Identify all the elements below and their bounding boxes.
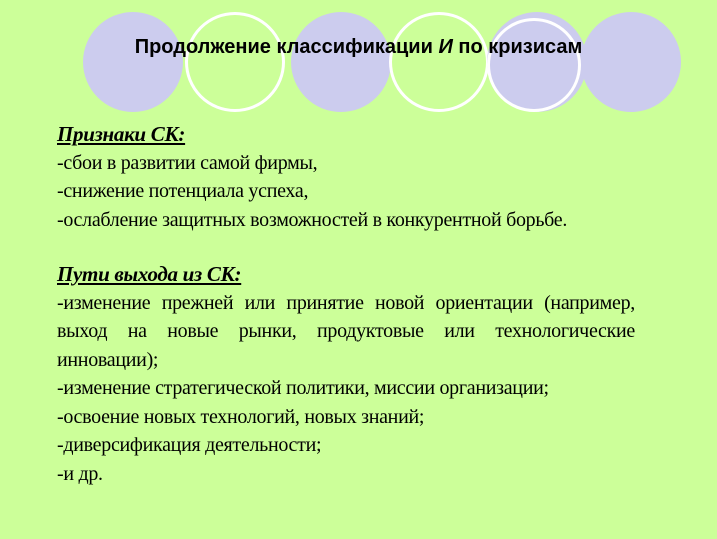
decorative-circle xyxy=(83,12,183,112)
list-item: -изменение стратегической политики, миссии организации; xyxy=(57,377,549,399)
slide-body xyxy=(57,120,635,488)
title-part-2: по кризисам xyxy=(452,36,583,58)
list-item: -освоение новых технологий, новых знаний; xyxy=(57,405,425,428)
list-item: -и др. xyxy=(57,462,103,485)
decorative-circle xyxy=(389,12,489,112)
slide-title xyxy=(0,33,717,61)
list-item: -диверсификация деятельности; xyxy=(57,434,322,456)
title-part-1: Продолжение классификации xyxy=(134,36,439,58)
title-italic-letter: И xyxy=(438,36,453,58)
section-heading-signs: Признаки СК: xyxy=(57,122,186,146)
list-item: -сбои в развитии самой фирмы, xyxy=(57,151,318,174)
list-item: -снижение потенциала успеха, xyxy=(57,180,309,202)
decorative-circle xyxy=(581,12,681,112)
decorative-circle xyxy=(185,12,285,112)
decorative-circle xyxy=(291,12,391,112)
list-item-paragraph: -изменение прежней или принятие новой ориентации (например, выход на новые рынки, продуктовые или технологические инновации); xyxy=(57,291,635,371)
spacer xyxy=(57,234,635,260)
section-heading-ways-out: Пути выхода из СК: xyxy=(57,262,242,286)
list-item: -ослабление защитных возможностей в конкурентной борьбе. xyxy=(57,208,568,231)
